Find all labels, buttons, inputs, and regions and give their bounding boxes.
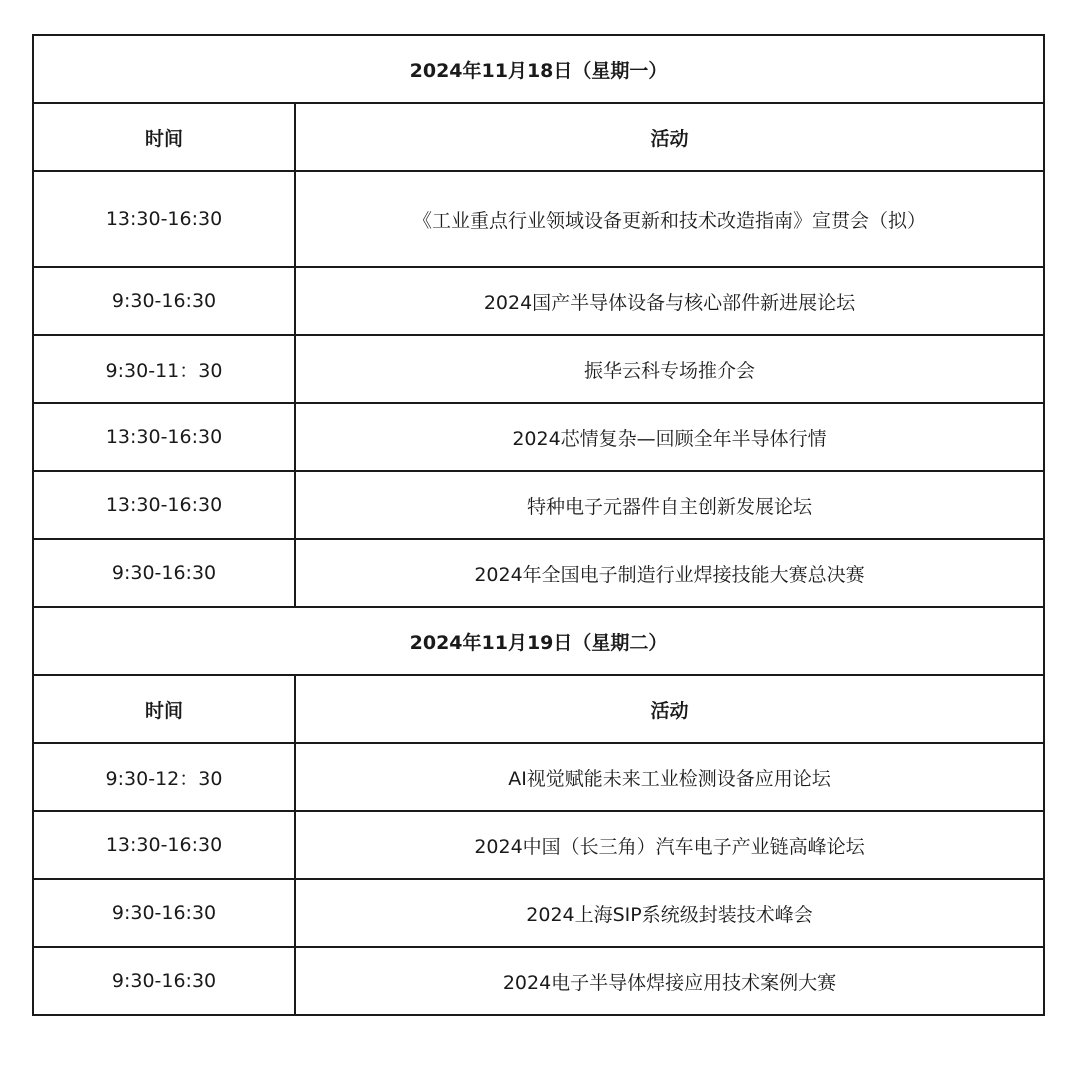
activity-cell: 2024国产半导体设备与核心部件新进展论坛 <box>295 267 1044 335</box>
time-cell: 13:30-16:30 <box>33 403 295 471</box>
activity-cell: 2024电子半导体焊接应用技术案例大赛 <box>295 947 1044 1015</box>
time-column-header: 时间 <box>33 103 295 171</box>
schedule-table <box>32 34 1045 1016</box>
time-cell: 13:30-16:30 <box>33 171 295 267</box>
time-cell: 9:30-12：30 <box>33 743 295 811</box>
activity-cell: 2024芯情复杂—回顾全年半导体行情 <box>295 403 1044 471</box>
date-row <box>33 35 1044 103</box>
header-row <box>33 675 1044 743</box>
activity-cell: 2024年全国电子制造行业焊接技能大赛总决赛 <box>295 539 1044 607</box>
activity-cell: 特种电子元器件自主创新发展论坛 <box>295 471 1044 539</box>
table-row <box>33 471 1044 539</box>
activity-column-header: 活动 <box>295 103 1044 171</box>
table-row <box>33 335 1044 403</box>
header-row <box>33 103 1044 171</box>
table-row <box>33 743 1044 811</box>
table-row <box>33 811 1044 879</box>
time-cell: 9:30-16:30 <box>33 947 295 1015</box>
time-cell: 13:30-16:30 <box>33 471 295 539</box>
activity-cell: AI视觉赋能未来工业检测设备应用论坛 <box>295 743 1044 811</box>
table-row <box>33 403 1044 471</box>
activity-cell: 振华云科专场推介会 <box>295 335 1044 403</box>
table-row <box>33 539 1044 607</box>
table-row <box>33 879 1044 947</box>
time-cell: 9:30-16:30 <box>33 267 295 335</box>
time-cell: 9:30-16:30 <box>33 539 295 607</box>
activity-cell: 2024中国（长三角）汽车电子产业链高峰论坛 <box>295 811 1044 879</box>
table-row <box>33 947 1044 1015</box>
time-cell: 9:30-11：30 <box>33 335 295 403</box>
date-heading: 2024年11月19日（星期二） <box>33 607 1044 675</box>
activity-cell: 《工业重点行业领域设备更新和技术改造指南》宣贯会（拟） <box>295 171 1044 267</box>
date-row <box>33 607 1044 675</box>
table-row <box>33 267 1044 335</box>
activity-cell: 2024上海SIP系统级封装技术峰会 <box>295 879 1044 947</box>
time-cell: 13:30-16:30 <box>33 811 295 879</box>
activity-column-header: 活动 <box>295 675 1044 743</box>
time-column-header: 时间 <box>33 675 295 743</box>
time-cell: 9:30-16:30 <box>33 879 295 947</box>
table-row <box>33 171 1044 267</box>
date-heading: 2024年11月18日（星期一） <box>33 35 1044 103</box>
